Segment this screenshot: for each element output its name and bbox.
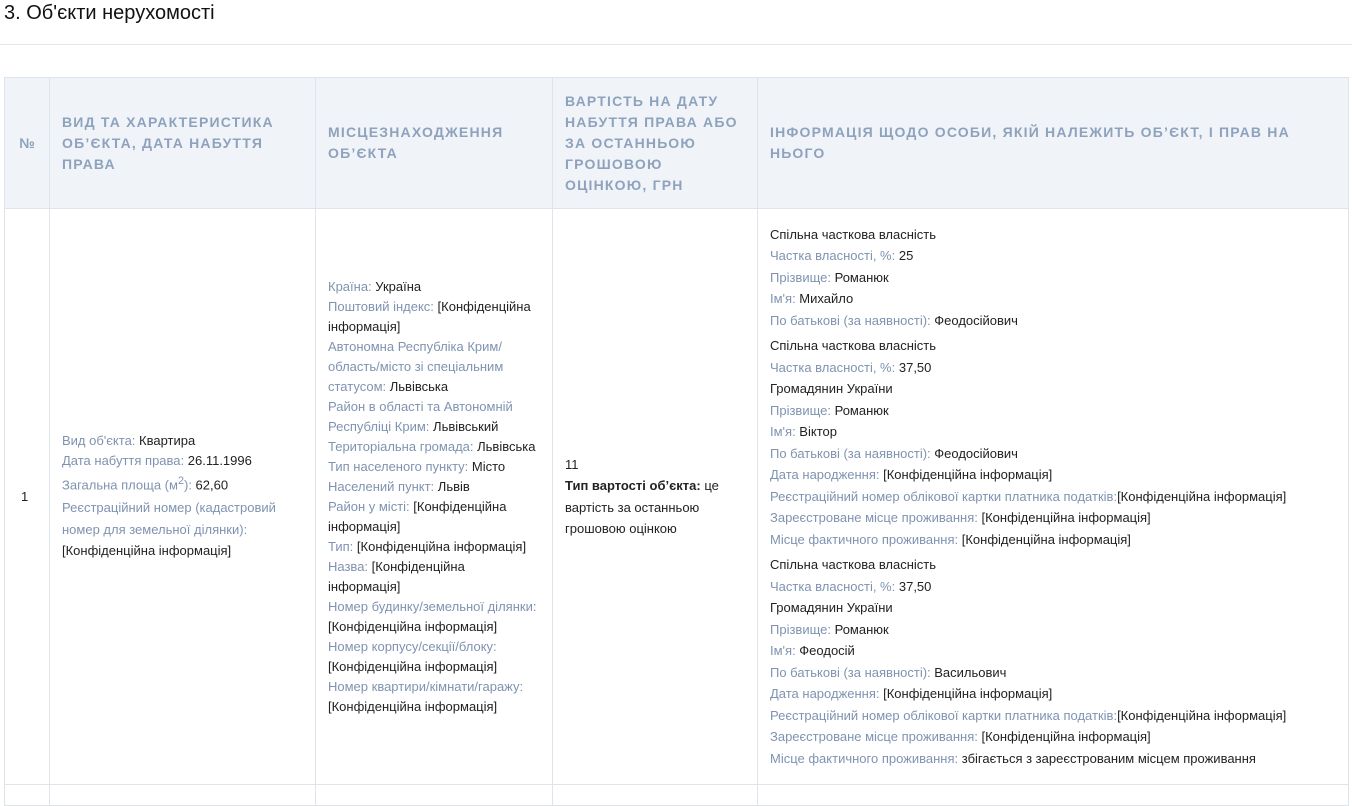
owner-value: [Конфіденційна інформація] xyxy=(883,467,1053,483)
location-label: Населений пункт: xyxy=(328,478,438,494)
ownership-type: Спільна часткова власність xyxy=(770,226,937,242)
owner-line xyxy=(770,443,1336,465)
owner-value: 25 xyxy=(898,248,914,264)
owner-label: Прізвище: xyxy=(770,269,835,285)
location-value: [Конфіденційна інформація] xyxy=(328,658,498,674)
owner-label: Частка власності, %: xyxy=(770,359,899,375)
location-label: Номер корпусу/секції/блоку: xyxy=(328,638,497,654)
location-line xyxy=(328,637,540,677)
header-number: № xyxy=(5,78,50,209)
location-line xyxy=(328,337,540,397)
owner-value: Феодосійович xyxy=(934,312,1018,328)
owner-label: Дата народження: xyxy=(770,686,884,702)
owner-label: По батькові (за наявності): xyxy=(770,312,935,328)
owner-line xyxy=(770,464,1336,486)
owner-line xyxy=(770,310,1336,332)
value-cell xyxy=(553,209,758,785)
owner-value: Васильович xyxy=(934,664,1007,680)
owner-value: Романюк xyxy=(834,621,889,637)
owner-value: 37,50 xyxy=(898,578,932,594)
location-line xyxy=(328,457,540,477)
owner-line xyxy=(770,421,1336,443)
owner-line xyxy=(770,267,1336,289)
owner-line xyxy=(770,705,1336,727)
owner-label: Частка власності, %: xyxy=(770,578,899,594)
registration-number-value: [Конфіденційна інформація] xyxy=(62,543,232,559)
object-cell xyxy=(50,209,316,785)
location-line xyxy=(328,677,540,717)
table-row-partial xyxy=(5,785,1349,806)
partial-cell xyxy=(553,785,758,806)
owner-label: Ім'я: xyxy=(770,291,800,307)
value-amount: 11 xyxy=(565,456,579,472)
owner-line xyxy=(770,683,1336,705)
owner-label: Реєстраційний номер облікової картки платника податків: xyxy=(770,707,1118,723)
table-row xyxy=(5,209,1349,785)
ownership-type: Спільна часткова власність xyxy=(770,338,937,354)
owner-value: [Конфіденційна інформація] xyxy=(883,686,1053,702)
location-line xyxy=(328,557,540,597)
location-value: [Конфіденційна інформація] xyxy=(328,498,507,534)
area-label: Загальна площа (м xyxy=(62,477,178,493)
owner-line xyxy=(770,400,1336,422)
owner-line xyxy=(770,288,1336,310)
owner-label: Зареєстроване місце проживання: xyxy=(770,510,982,526)
location-line xyxy=(328,497,540,537)
location-line xyxy=(328,477,540,497)
owner-label: По батькові (за наявності): xyxy=(770,445,935,461)
location-value: [Конфіденційна інформація] xyxy=(328,298,531,334)
owner-value: [Конфіденційна інформація] xyxy=(1117,707,1287,723)
area-value: 62,60 xyxy=(195,477,229,493)
location-label: Район в області та Автономній Республіці Крим: xyxy=(328,398,513,434)
partial-cell xyxy=(316,785,553,806)
owner-block xyxy=(770,224,1336,332)
location-value: [Конфіденційна інформація] xyxy=(328,698,498,714)
owner-line xyxy=(770,726,1336,748)
location-value: Львівська xyxy=(389,378,449,394)
location-line xyxy=(328,437,540,457)
location-value: Львівська xyxy=(477,438,536,454)
location-value: [Конфіденційна інформація] xyxy=(328,558,465,594)
owner-value: Громадянин України xyxy=(770,381,893,397)
acquisition-date-value: 26.11.1996 xyxy=(187,453,252,469)
owner-value: [Конфіденційна інформація] xyxy=(1117,488,1287,504)
owner-line xyxy=(770,748,1336,770)
location-line xyxy=(328,297,540,337)
location-value: Львівський xyxy=(433,418,499,434)
ownership-type: Спільна часткова власність xyxy=(770,557,937,573)
owner-line xyxy=(770,507,1336,529)
object-type-label: Вид об'єкта: xyxy=(62,433,140,449)
owner-value: Віктор xyxy=(799,424,837,440)
header-object-type: ВИД ТА ХАРАКТЕРИСТИКА ОБ’ЄКТА, ДАТА НАБУТТЯ ПРАВА xyxy=(50,78,316,209)
owner-value: Феодосійович xyxy=(934,445,1018,461)
location-value: [Конфіденційна інформація] xyxy=(356,538,527,554)
owner-value: [Конфіденційна інформація] xyxy=(981,729,1151,745)
owner-line xyxy=(770,597,1336,619)
owner-value: Громадянин України xyxy=(770,600,893,616)
owner-line xyxy=(770,529,1336,551)
value-type-line xyxy=(565,475,745,540)
real-estate-table xyxy=(4,77,1349,806)
partial-cell xyxy=(758,785,1349,806)
location-label: Тип: xyxy=(328,538,357,554)
owner-cell xyxy=(758,209,1349,785)
object-type-line xyxy=(62,431,303,451)
value-type-label: Тип вартості об’єкта: xyxy=(565,478,701,493)
owner-block xyxy=(770,554,1336,769)
registration-number-line xyxy=(62,497,303,562)
location-line xyxy=(328,277,540,297)
owner-label: По батькові (за наявності): xyxy=(770,664,935,680)
location-label: Країна: xyxy=(328,278,376,294)
owner-line xyxy=(770,576,1336,598)
header-value: ВАРТІСТЬ НА ДАТУ НАБУТТЯ ПРАВА АБО ЗА ОСТАННЬОЮ ГРОШОВОЮ ОЦІНКОЮ, ГРН xyxy=(553,78,758,209)
owner-line xyxy=(770,619,1336,641)
area-superscript: 2 xyxy=(177,475,184,488)
location-label: Поштовий індекс: xyxy=(328,298,438,314)
owner-label: Місце фактичного проживання: xyxy=(770,750,962,766)
acquisition-date-line xyxy=(62,451,303,471)
owner-label: Ім'я: xyxy=(770,424,800,440)
location-label: Номер будинку/земельної ділянки: xyxy=(328,598,537,614)
owner-label: Ім'я: xyxy=(770,643,800,659)
location-value: Місто xyxy=(471,458,506,474)
partial-cell xyxy=(50,785,316,806)
location-label: Тип населеного пункту: xyxy=(328,458,472,474)
area-label-end: ): xyxy=(183,477,196,493)
location-value: [Конфіденційна інформація] xyxy=(328,618,498,634)
row-number: 1 xyxy=(5,209,50,785)
owner-label: Зареєстроване місце проживання: xyxy=(770,729,982,745)
location-label: Назва: xyxy=(328,558,372,574)
value-type-value: це вартість за останньою грошовою оцінкою xyxy=(565,478,719,536)
owner-value: Романюк xyxy=(834,269,889,285)
location-cell xyxy=(316,209,553,785)
location-value: Україна xyxy=(375,278,422,294)
area-line xyxy=(62,471,303,495)
owner-value: збігається з зареєстрованим місцем проживання xyxy=(961,750,1256,766)
owner-value: Романюк xyxy=(834,402,889,418)
owner-line xyxy=(770,357,1336,379)
owner-value: 37,50 xyxy=(898,359,932,375)
object-type-value: Квартира xyxy=(139,433,196,449)
location-label: Район у місті: xyxy=(328,498,414,514)
acquisition-date-label: Дата набуття права: xyxy=(62,453,188,469)
location-label: Територіальна громада: xyxy=(328,438,478,454)
location-line xyxy=(328,397,540,437)
header-owner-info: ІНФОРМАЦІЯ ЩОДО ОСОБИ, ЯКІЙ НАЛЕЖИТЬ ОБ’ЄКТ, І ПРАВ НА НЬОГО xyxy=(758,78,1349,209)
owner-label: Прізвище: xyxy=(770,621,835,637)
owner-label: Дата народження: xyxy=(770,467,884,483)
location-label: Автономна Республіка Крим/ область/місто зі спеціальним статусом: xyxy=(328,338,504,394)
owner-label: Місце фактичного проживання: xyxy=(770,531,962,547)
owner-label: Реєстраційний номер облікової картки платника податків: xyxy=(770,488,1118,504)
table-header-row xyxy=(5,78,1349,209)
location-label: Номер квартири/кімнати/гаражу: xyxy=(328,678,524,694)
section-title: 3. Об'єкти нерухомості xyxy=(4,2,215,24)
owner-value: Михайло xyxy=(799,291,854,307)
owner-block xyxy=(770,335,1336,550)
owner-value: [Конфіденційна інформація] xyxy=(981,510,1151,526)
owner-label: Частка власності, %: xyxy=(770,248,899,264)
owner-line xyxy=(770,640,1336,662)
owner-line xyxy=(770,486,1336,508)
location-line xyxy=(328,537,540,557)
owner-value: Феодосій xyxy=(799,643,855,659)
owner-line xyxy=(770,245,1336,267)
title-divider xyxy=(0,44,1352,45)
owner-value: [Конфіденційна інформація] xyxy=(961,531,1131,547)
owner-label: Прізвище: xyxy=(770,402,835,418)
partial-cell xyxy=(5,785,50,806)
location-line xyxy=(328,597,540,637)
header-location: МІСЦЕЗНАХОДЖЕННЯ ОБ’ЄКТА xyxy=(316,78,553,209)
location-value: Львів xyxy=(437,478,470,494)
owner-line xyxy=(770,378,1336,400)
registration-number-label: Реєстраційний номер (кадастровий номер для земельної ділянки): xyxy=(62,500,276,537)
owner-line xyxy=(770,662,1336,684)
